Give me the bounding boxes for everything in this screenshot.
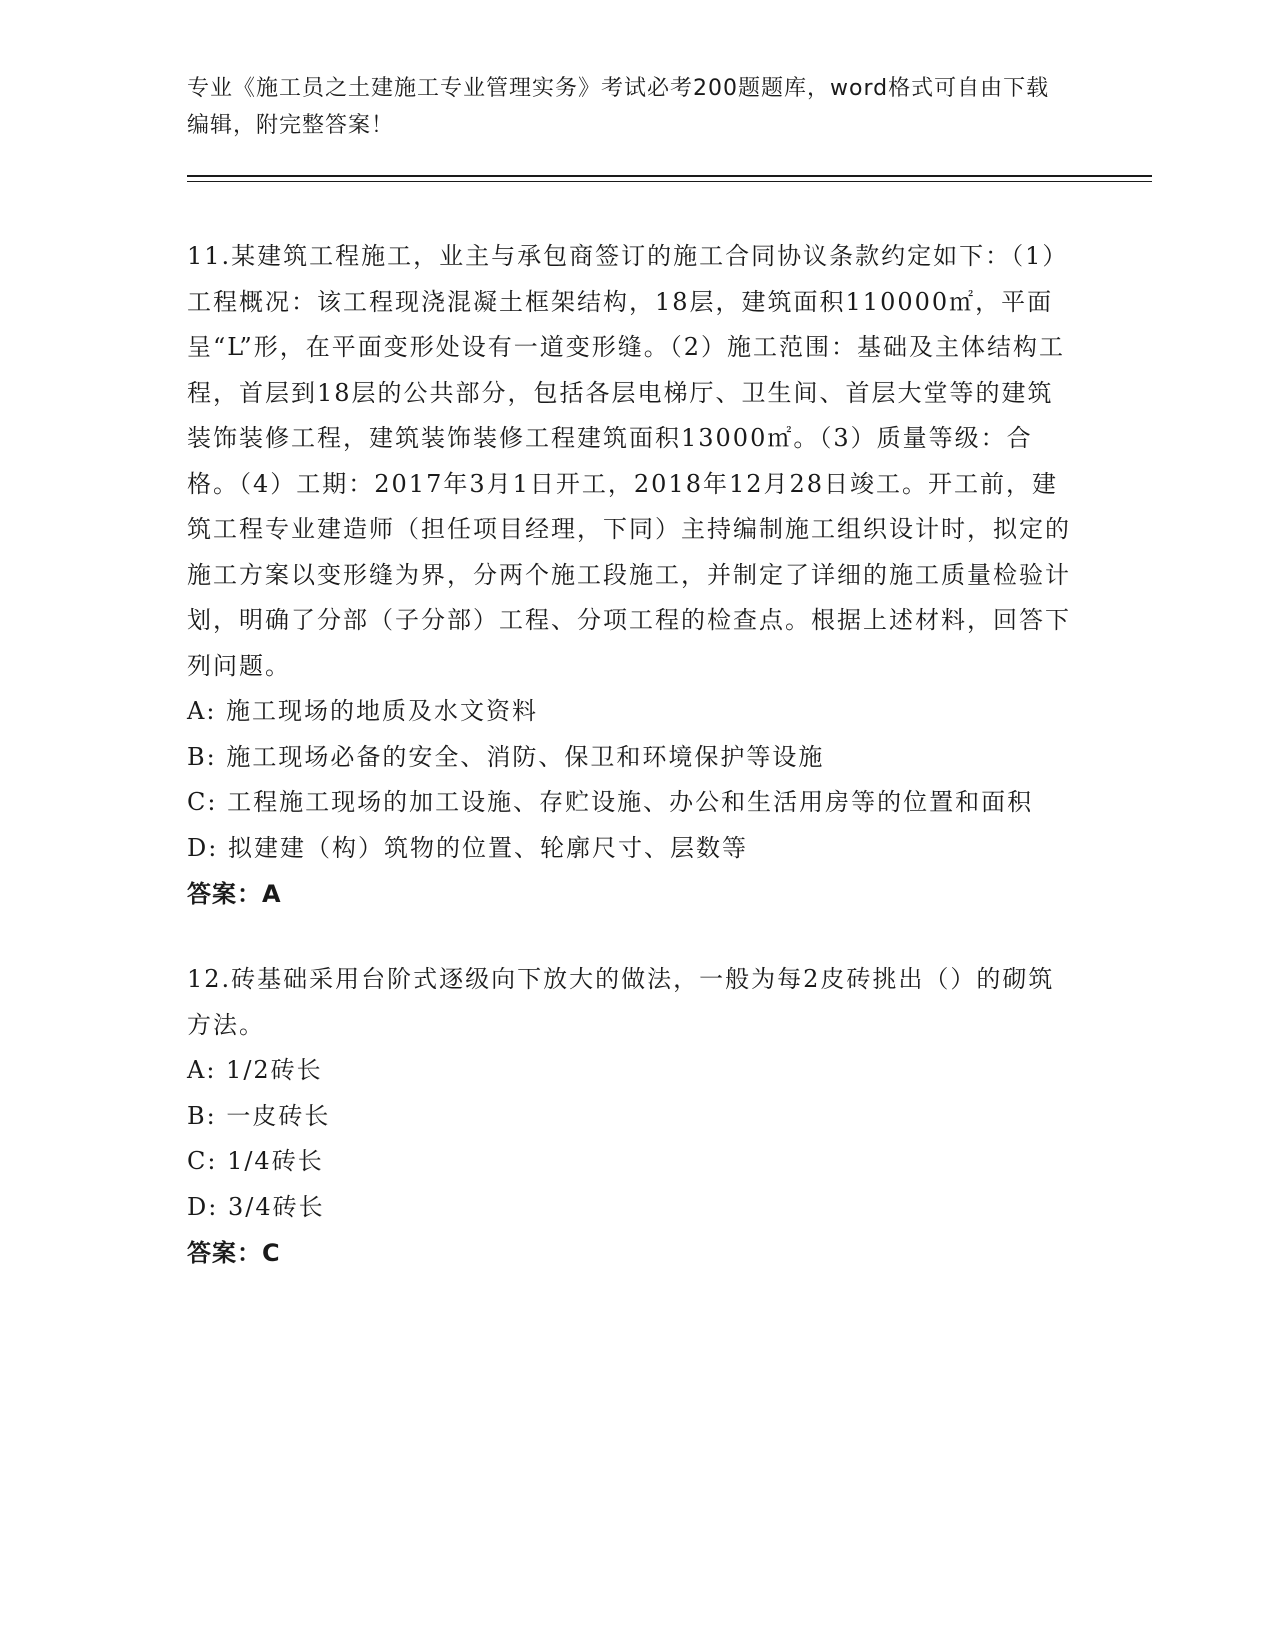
question-stem: 11.某建筑工程施工，业主与承包商签订的施工合同协议条款约定如下：（1）工程概况：该工程现浇混凝土框架结构，18层，建筑面积110000㎡，平面呈“L”形，在平面变形处设有一道变形缝。（2）施工范围：基础及主体结构工程，首层到18层的公共部分，包括各层电梯厅、卫生间、首层大堂等的建筑装饰装修工程，建筑装饰装修工程建筑面积13000㎡。（3）质量等级：合格。（4）工期：2017年3月1日开工，2018年12月28日竣工。开工前，建筑工程专业建造师（担任项目经理，下同）主持编制施工组织设计时，拟定的施工方案以变形缝为界，分两个施工段施工，并制定了详细的施工质量检验计划，明确了分部（子分部）工程、分项工程的检查点。根据上述材料，回答下列问题。 [187,242,1071,680]
question-11 [187,234,1072,918]
option-c: C: 工程施工现场的加工设施、存贮设施、办公和生活用房等的位置和面积 [187,788,1034,816]
option-d: D: 拟建建（构）筑物的位置、轮廓尺寸、层数等 [187,833,748,862]
option-d: D: 3/4砖长 [187,1192,325,1221]
option-a: A: 施工现场的地质及水文资料 [187,697,539,725]
question-stem: 12.砖基础采用台阶式逐级向下放大的做法，一般为每2皮砖挑出（）的砌筑方法。 [187,965,1055,1039]
answer-line: 答案：A [187,880,282,908]
document-header: 专业《施工员之土建施工专业管理实务》考试必考200题题库，word格式可自由下载编辑，附完整答案！ [187,76,1050,138]
option-a: A: 1/2砖长 [187,1056,323,1084]
option-b: B: 一皮砖长 [187,1101,331,1130]
question-list [187,234,1072,1277]
answer-line: 答案：C [187,1239,281,1267]
option-c: C: 1/4砖长 [187,1147,324,1175]
header-rule-thin [187,181,1152,182]
option-b: B: 施工现场必备的安全、消防、保卫和环境保护等设施 [187,742,825,771]
header-rule-thick [187,175,1152,177]
question-12 [187,957,1072,1277]
